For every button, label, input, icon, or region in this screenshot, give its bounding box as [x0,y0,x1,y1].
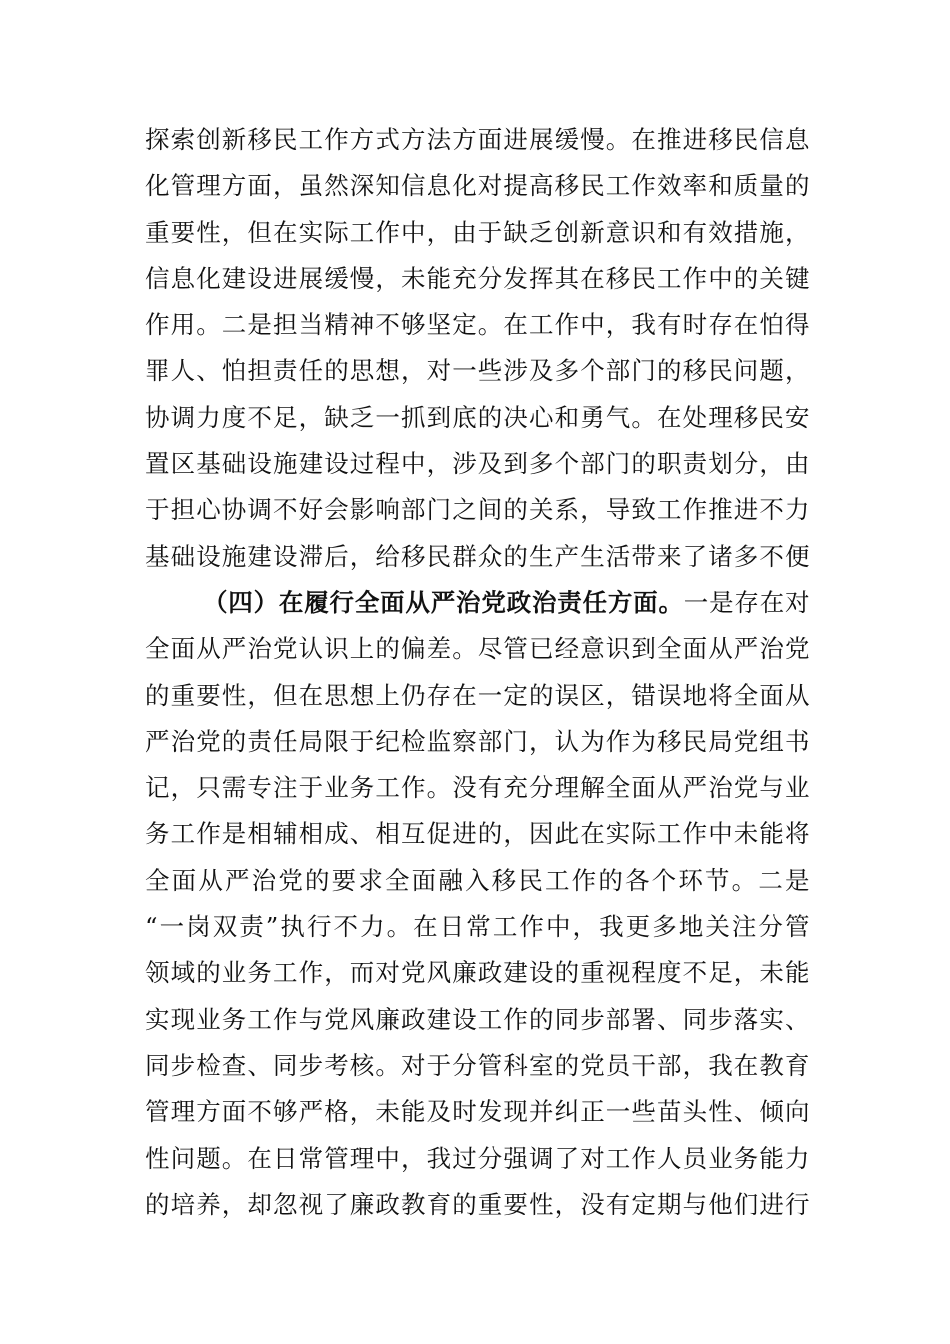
text-line: 实现业务工作与党风廉政建设工作的同步部署、同步落实、 [145,1004,810,1034]
text-line: 协调力度不足，缺乏一抓到底的决心和勇气。在处理移民安 [145,402,810,432]
text-line: 的培养，却忽视了廉政教育的重要性，没有定期与他们进行 [145,1189,810,1219]
text-line: 全面从严治党的要求全面融入移民工作的各个环节。二是 [145,865,810,895]
text-line: 记，只需专注于业务工作。没有充分理解全面从严治党与业 [145,773,810,803]
text-line: 作用。二是担当精神不够坚定。在工作中，我有时存在怕得 [145,310,810,340]
text-line: 全面从严治党认识上的偏差。尽管已经意识到全面从严治党 [145,634,810,664]
text-line: 信息化建设进展缓慢，未能充分发挥其在移民工作中的关键 [145,263,810,293]
section-heading-continuation: 一是存在对 [683,587,810,617]
text-line: 性问题。在日常管理中，我过分强调了对工作人员业务能力 [145,1143,810,1173]
text-line: 探索创新移民工作方式方法方面进展缓慢。在推进移民信息 [145,125,810,154]
text-line: 于担心协调不好会影响部门之间的关系，导致工作推进不力 [145,495,810,525]
section-heading: （四）在履行全面从严治党政治责任方面。 [203,587,684,617]
text-line: “一岗双责”执行不力。在日常工作中，我更多地关注分管 [145,912,810,942]
text-line: 罪人、怕担责任的思想，对一些涉及多个部门的移民问题， [145,356,810,386]
text-line: 化管理方面，虽然深知信息化对提高移民工作效率和质量的 [145,171,810,201]
text-line: 基础设施建设滞后，给移民群众的生产生活带来了诸多不便 [145,541,810,571]
text-line: 领域的业务工作，而对党风廉政建设的重视程度不足，未能 [145,958,810,988]
text-line: 重要性，但在实际工作中，由于缺乏创新意识和有效措施， [145,217,810,247]
text-line: 管理方面不够严格，未能及时发现并纠正一些苗头性、倾向 [145,1097,810,1127]
body-text [145,117,810,1228]
text-line: 的重要性，但在思想上仍存在一定的误区，错误地将全面从 [145,680,810,710]
section-heading-line [145,580,810,626]
text-line: 同步检查、同步考核。对于分管科室的党员干部，我在教育 [145,1050,810,1080]
text-line: 严治党的责任局限于纪检监察部门，认为作为移民局党组书 [145,726,810,756]
text-line: 置区基础设施建设过程中，涉及到多个部门的职责划分，由 [145,449,810,479]
text-line: 务工作是相辅相成、相互促进的，因此在实际工作中未能将 [145,819,810,849]
